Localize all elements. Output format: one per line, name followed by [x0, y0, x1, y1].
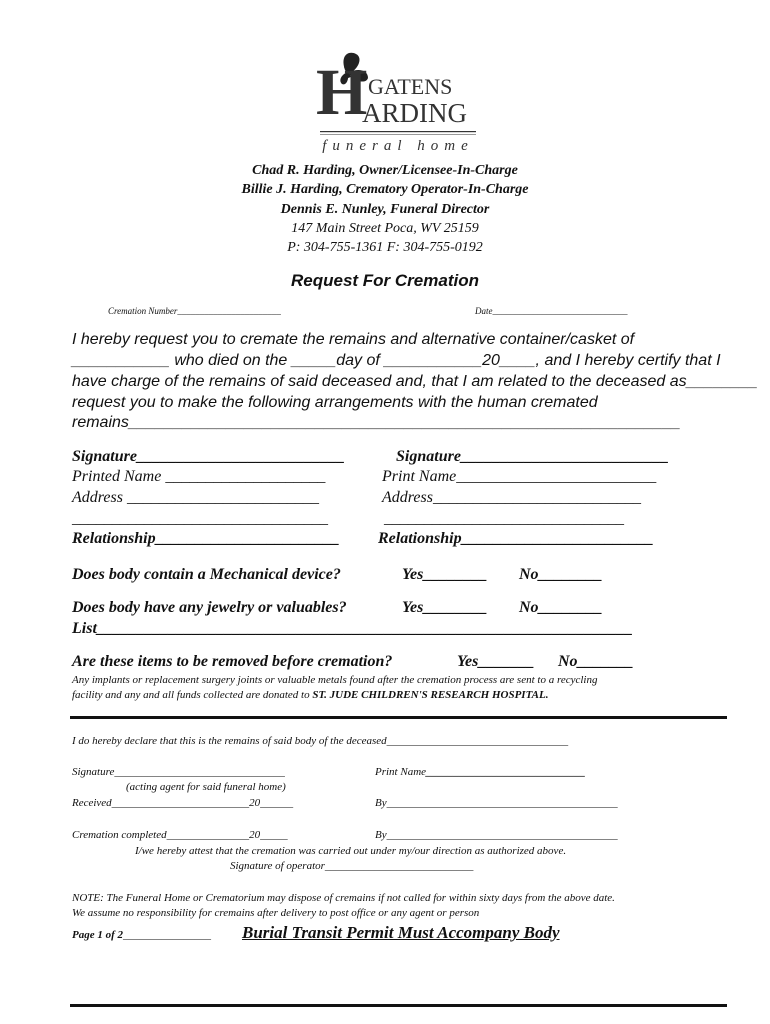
right-print-name-field[interactable]: Print Name_________________________ — [382, 468, 657, 485]
mechanical-no-field[interactable]: No________ — [519, 566, 603, 583]
cremation-number-label: Cremation Number_______________________ — [108, 306, 281, 316]
right-address-field[interactable]: Address__________________________ — [382, 489, 641, 506]
header-phone: P: 304-755-1361 F: 304-755-0192 — [287, 240, 483, 255]
declaration-line[interactable]: I do hereby declare that this is the remains of said body of the deceased_________________________________ — [72, 735, 569, 747]
right-signature-field[interactable]: Signature__________________________ — [396, 448, 669, 465]
list-field[interactable]: List___________________________________________________________________ — [72, 620, 633, 637]
agent-print-name-field[interactable]: Print Name_____________________________ — [375, 766, 586, 778]
question-jewelry: Does body have any jewelry or valuables? — [72, 599, 347, 616]
received-field[interactable]: Received_________________________20______ — [72, 797, 294, 809]
footer-divider — [70, 1004, 727, 1007]
acting-agent-caption: (acting agent for said funeral home) — [126, 781, 286, 793]
right-relationship-field[interactable]: Relationship________________________ — [378, 530, 654, 547]
page-number: Page 1 of 2________________ — [72, 929, 212, 941]
request-paragraph-line-4: request you to make the following arrangements with the human cremated — [72, 394, 598, 411]
burial-permit-notice: Burial Transit Permit Must Accompany Body — [242, 923, 560, 942]
request-paragraph-line-2: ___________ who died on the _____day of ___________20____, and I hereby certify that I — [72, 352, 721, 369]
request-paragraph-line-5: remains______________________________________________________________ — [72, 414, 681, 431]
disposal-note-line-1: NOTE: The Funeral Home or Crematorium may dispose of cremains if not called for within sixty days from the above date. — [72, 892, 615, 904]
logo-tagline: funeral home — [322, 138, 474, 154]
received-by-field[interactable]: By__________________________________________ — [375, 797, 618, 809]
jewelry-yes-field[interactable]: Yes________ — [402, 599, 488, 616]
request-paragraph-line-3: have charge of the remains of said deceased and, that I am related to the deceased as________ — [72, 373, 758, 390]
section-divider — [70, 716, 727, 719]
funeral-home-logo — [312, 48, 482, 160]
header-crematory-operator: Billie J. Harding, Crematory Operator-In-Charge — [241, 182, 529, 197]
left-printed-name-field[interactable]: Printed Name ____________________ — [72, 468, 326, 485]
header-director: Dennis E. Nunley, Funeral Director — [280, 202, 490, 217]
logo-big-letter: H — [316, 56, 368, 129]
logo-brand-top: GATENS — [368, 74, 453, 99]
left-relationship-field[interactable]: Relationship_______________________ — [72, 530, 340, 547]
header-address: 147 Main Street Poca, WV 25159 — [291, 221, 479, 236]
form-title: Request For Cremation — [291, 271, 479, 290]
left-address-line-2[interactable]: ________________________________ — [72, 510, 328, 527]
cremation-completed-field[interactable]: Cremation completed_______________20_____ — [72, 829, 288, 841]
jewelry-no-field[interactable]: No________ — [519, 599, 603, 616]
left-address-field[interactable]: Address ________________________ — [72, 489, 319, 506]
attest-statement: I/we hereby attest that the cremation was carried out under my/our direction as authorized above. — [135, 845, 567, 857]
question-items-removed: Are these items to be removed before cremation? — [72, 653, 393, 670]
header-owner: Chad R. Harding, Owner/Licensee-In-Charge — [252, 163, 518, 178]
implants-note-line-2: facility and any and all funds collected are donated to ST. JUDE CHILDREN'S RESEARCH HOSPITAL. — [72, 689, 549, 701]
question-mechanical-device: Does body contain a Mechanical device? — [72, 566, 341, 583]
completed-by-field[interactable]: By__________________________________________ — [375, 829, 618, 841]
right-address-line-2[interactable]: ______________________________ — [384, 510, 624, 527]
date-label: Date______________________________ — [475, 306, 628, 316]
operator-signature-field[interactable]: Signature of operator___________________________ — [230, 860, 474, 872]
removed-yes-field[interactable]: Yes_______ — [457, 653, 535, 670]
implants-note-line-1: Any implants or replacement surgery joints or valuable metals found after the cremation process are sent to a recycling — [72, 674, 598, 686]
removed-no-field[interactable]: No_______ — [558, 653, 634, 670]
disposal-note-line-2: We assume no responsibility for cremains after delivery to post office or any agent or person — [72, 907, 480, 919]
logo-brand-bottom: ARDING — [362, 98, 467, 128]
agent-signature-field[interactable]: Signature_______________________________ — [72, 766, 285, 778]
request-paragraph-line-1: I hereby request you to cremate the remains and alternative container/casket of — [72, 331, 635, 348]
left-signature-field[interactable]: Signature__________________________ — [72, 448, 345, 465]
mechanical-yes-field[interactable]: Yes________ — [402, 566, 488, 583]
